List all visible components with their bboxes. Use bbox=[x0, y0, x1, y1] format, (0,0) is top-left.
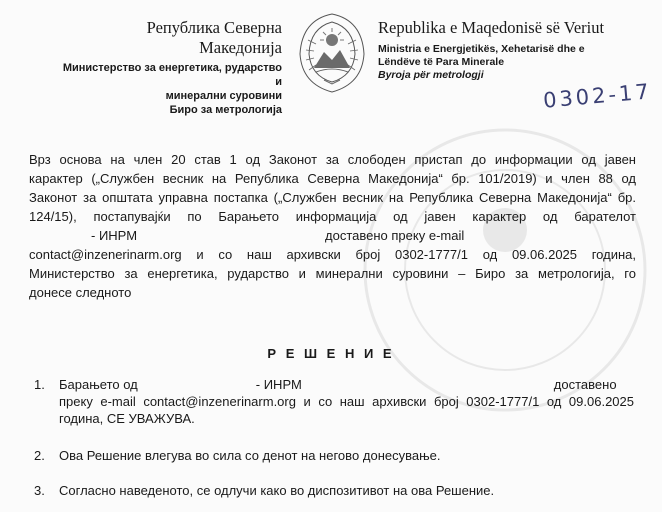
item-text: доставено bbox=[553, 377, 617, 392]
header-right bbox=[378, 18, 648, 82]
item-text: Барањето од bbox=[59, 377, 138, 392]
preamble-line: 124/15), постапувајќи по Барањето информација од јавен карактер од барателот bbox=[29, 209, 636, 224]
delivered-via-text: доставено преку e-mail bbox=[325, 228, 465, 243]
preamble-line: Министерство за енергетика, рударство и минерални суровини – Биро за метрологија, го bbox=[29, 266, 636, 281]
preamble-line: contact@inzenerinarm.org и со наш архивски број 0302-1777/1 од 09.06.2025 година, bbox=[29, 247, 636, 262]
decision-title: Р Е Ш Е Н И Е bbox=[267, 346, 395, 361]
ministry-name-mk-line2: минерални суровини bbox=[165, 90, 282, 102]
requester-abbrev: - ИНРМ bbox=[91, 228, 138, 243]
republic-name-mk: Република Северна Македонија bbox=[146, 18, 282, 57]
preamble-line bbox=[29, 226, 636, 245]
coat-of-arms-emblem bbox=[294, 10, 370, 96]
item-number: 2. bbox=[34, 448, 45, 463]
preamble-line: Законот за општата управна постапка („Службен весник на Република Северна Македонија“ бр. bbox=[29, 190, 636, 205]
item-number: 3. bbox=[34, 483, 45, 498]
decision-item bbox=[34, 376, 634, 427]
item-number: 1. bbox=[34, 377, 45, 392]
decision-items bbox=[34, 376, 634, 499]
preamble-paragraph bbox=[29, 150, 636, 302]
requester-abbrev: - ИНРМ bbox=[255, 377, 302, 392]
decision-item bbox=[34, 447, 634, 464]
ministry-name-sq-line1: Ministria e Energjetikës, Xehetarisë dhe e bbox=[378, 43, 585, 55]
ministry-name-sq-line2: Lëndëve të Para Minerale bbox=[378, 56, 505, 68]
item-line bbox=[59, 376, 634, 393]
item-line: преку e-mail contact@inzenerinarm.org и со наш архивски број 0302-1777/1 од 09.06.2025 bbox=[59, 394, 634, 409]
republic-name-sq: Republika e Maqedonisë së Veriut bbox=[378, 18, 605, 37]
preamble-line: Врз основа на член 20 став 1 од Законот за слободен пристап до информации од јавен bbox=[29, 152, 636, 167]
ministry-name-mk-line1: Министерство за енергетика, рударство и bbox=[62, 62, 282, 88]
bureau-name-mk: Биро за метрологија bbox=[169, 104, 282, 116]
handwritten-registration-number: 0302-17 bbox=[542, 79, 653, 113]
decision-item bbox=[34, 482, 634, 499]
header-left bbox=[60, 18, 282, 117]
item-text: Согласно наведеното, се одлучи како во диспозитивот на ова Решение. bbox=[59, 483, 495, 498]
preamble-line: карактер („Службен весник на Република Северна Македонија“ бр. 101/2019) и член 88 од bbox=[29, 171, 636, 186]
item-line: година, СЕ УВАЖУВА. bbox=[59, 411, 195, 426]
preamble-line: донесе следното bbox=[29, 285, 132, 300]
item-text: Ова Решение влегува во сила со денот на неговo донесување. bbox=[59, 448, 441, 463]
bureau-name-sq: Byroja për metrologji bbox=[378, 69, 484, 81]
